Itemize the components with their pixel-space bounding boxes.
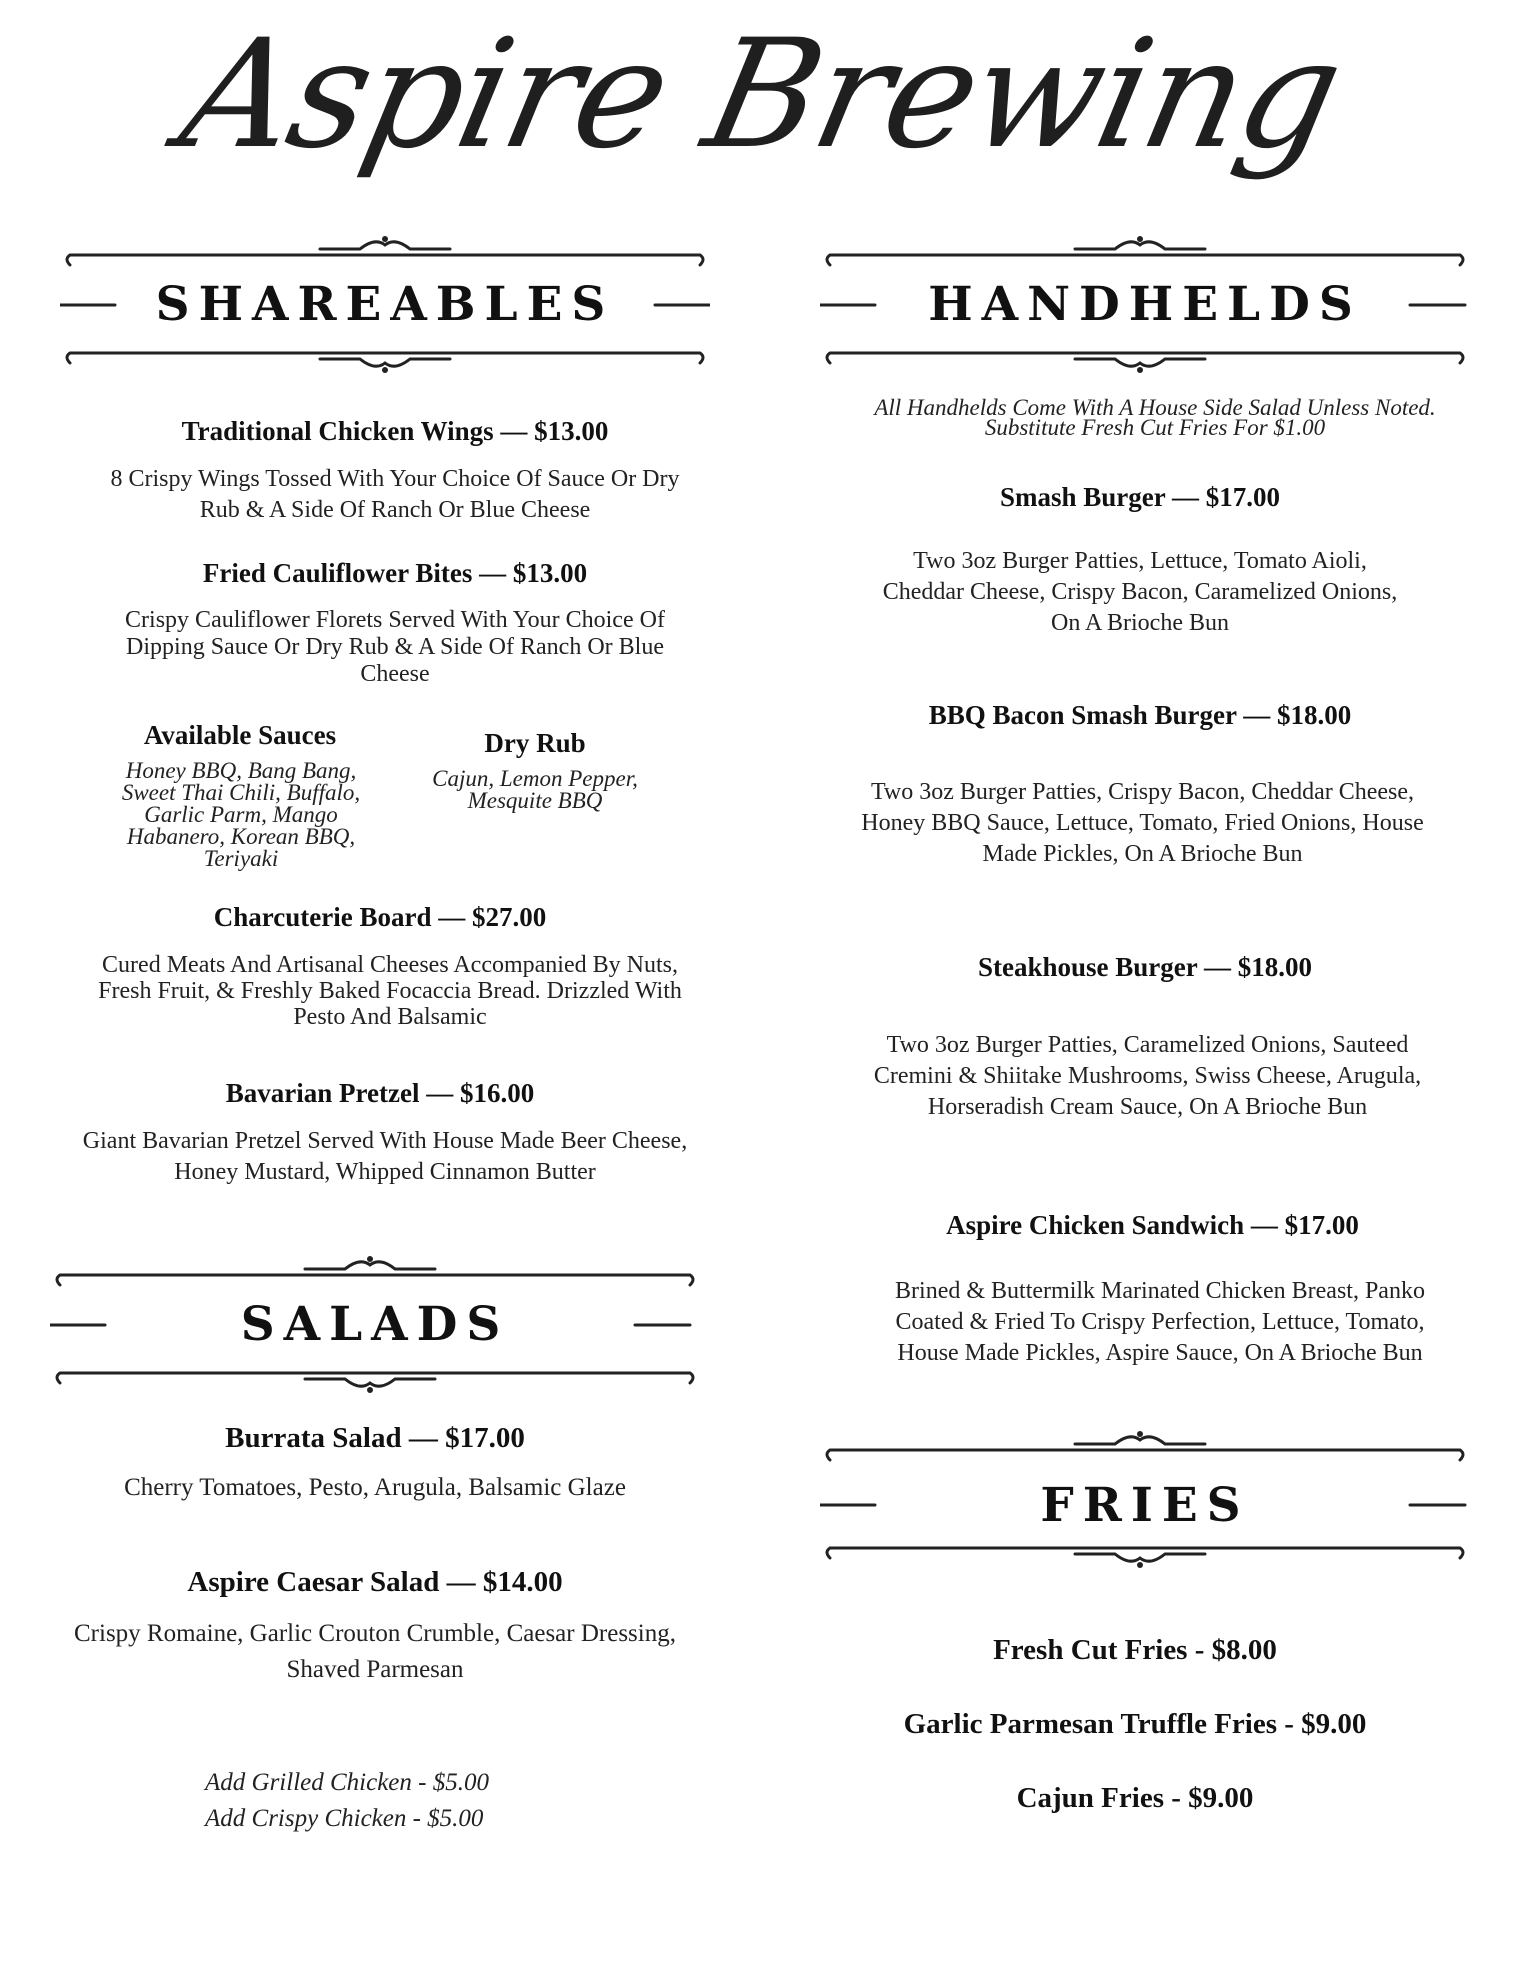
addon-grilled-chicken: Add Grilled Chicken - $5.00	[205, 1769, 489, 1796]
menu-item-description: Two 3oz Burger Patties, Lettuce, Tomato Aioli, Cheddar Cheese, Crispy Bacon, Caramelized Onions, On A Brioche Bun	[882, 548, 1398, 636]
menu-item-title: Fried Cauliflower Bites — $13.00	[202, 558, 588, 588]
sauces-heading: Available Sauces	[143, 720, 337, 750]
menu-item-title: Aspire Chicken Sandwich — $17.00	[946, 1210, 1359, 1240]
section-banner-shareables	[60, 235, 710, 375]
section-banner-fries	[820, 1430, 1470, 1570]
menu-item-title: BBQ Bacon Smash Burger — $18.00	[928, 700, 1352, 730]
section-title-handhelds: HANDHELDS	[928, 277, 1362, 332]
menu-item-title: Charcuterie Board — $27.00	[213, 902, 547, 932]
menu-item-description: Cherry Tomatoes, Pesto, Arugula, Balsamic Glaze	[124, 1474, 626, 1501]
handhelds-column	[845, 390, 1455, 1400]
handhelds-note: All Handhelds Come With A House Side Salad Unless Noted. Substitute Fresh Cut Fries For $1.00	[874, 395, 1436, 440]
salads-column	[60, 1410, 690, 1860]
menu-item-description: Crispy Romaine, Garlic Crouton Crumble, Caesar Dressing, Shaved Parmesan	[74, 1620, 676, 1683]
menu-item-description: Cured Meats And Artisanal Cheeses Accompanied By Nuts, Fresh Fruit, & Freshly Baked Focaccia Bread. Drizzled With Pesto And Balsamic	[98, 952, 682, 1030]
sauces-list: Honey BBQ, Bang Bang, Sweet Thai Chili, Buffalo, Garlic Parm, Mango Habanero, Korean BBQ, Teriyaki	[121, 758, 361, 871]
fries-item: Garlic Parmesan Truffle Fries - $9.00	[903, 1708, 1367, 1740]
menu-item-title: Smash Burger — $17.00	[999, 482, 1281, 512]
menu-item-description: 8 Crispy Wings Tossed With Your Choice Of Sauce Or Dry Rub & A Side Of Ranch Or Blue Cheese	[110, 466, 680, 523]
menu-item-description: Crispy Cauliflower Florets Served With Your Choice Of Dipping Sauce Or Dry Rub & A Side Of Ranch Or Blue Cheese	[125, 607, 665, 687]
section-title-fries: FRIES	[1040, 1478, 1250, 1533]
brand-logo: Aspire Brewing	[167, 8, 1355, 182]
fries-item: Cajun Fries - $9.00	[1016, 1782, 1254, 1814]
dry-rub-heading: Dry Rub	[484, 728, 586, 758]
menu-item-title: Burrata Salad — $17.00	[225, 1422, 525, 1454]
fries-column	[820, 1620, 1460, 1840]
menu-item-description: Brined & Buttermilk Marinated Chicken Breast, Panko Coated & Fried To Crispy Perfection, Lettuce, Tomato, House Made Pickles, Aspire Sauce, On A Brioche Bun	[895, 1278, 1425, 1366]
section-banner-salads	[50, 1255, 700, 1395]
dry-rub-list: Cajun, Lemon Pepper, Mesquite BBQ	[432, 766, 638, 813]
menu-item-title: Aspire Caesar Salad — $14.00	[187, 1566, 563, 1598]
menu-item-description: Giant Bavarian Pretzel Served With House Made Beer Cheese, Honey Mustard, Whipped Cinnamon Butter	[82, 1128, 688, 1185]
menu-item-title: Steakhouse Burger — $18.00	[977, 952, 1313, 982]
section-banner-handhelds	[820, 235, 1470, 375]
addon-crispy-chicken: Add Crispy Chicken - $5.00	[205, 1805, 484, 1832]
shareables-column	[75, 400, 715, 1200]
fries-item: Fresh Cut Fries - $8.00	[993, 1634, 1277, 1666]
menu-item-description: Two 3oz Burger Patties, Crispy Bacon, Cheddar Cheese, Honey BBQ Sauce, Lettuce, Tomato, Fried Onions, House Made Pickles, On A Brioche Bun	[861, 779, 1424, 867]
menu-item-description: Two 3oz Burger Patties, Caramelized Onions, Sauteed Cremini & Shiitake Mushrooms, Swiss Cheese, Arugula, Horseradish Cream Sauce, On A Brioche Bun	[873, 1032, 1422, 1120]
section-title-shareables: SHAREABLES	[155, 277, 615, 332]
menu-item-title: Traditional Chicken Wings — $13.00	[181, 416, 609, 446]
menu-item-title: Bavarian Pretzel — $16.00	[225, 1078, 535, 1108]
section-title-salads: SALADS	[240, 1297, 510, 1352]
